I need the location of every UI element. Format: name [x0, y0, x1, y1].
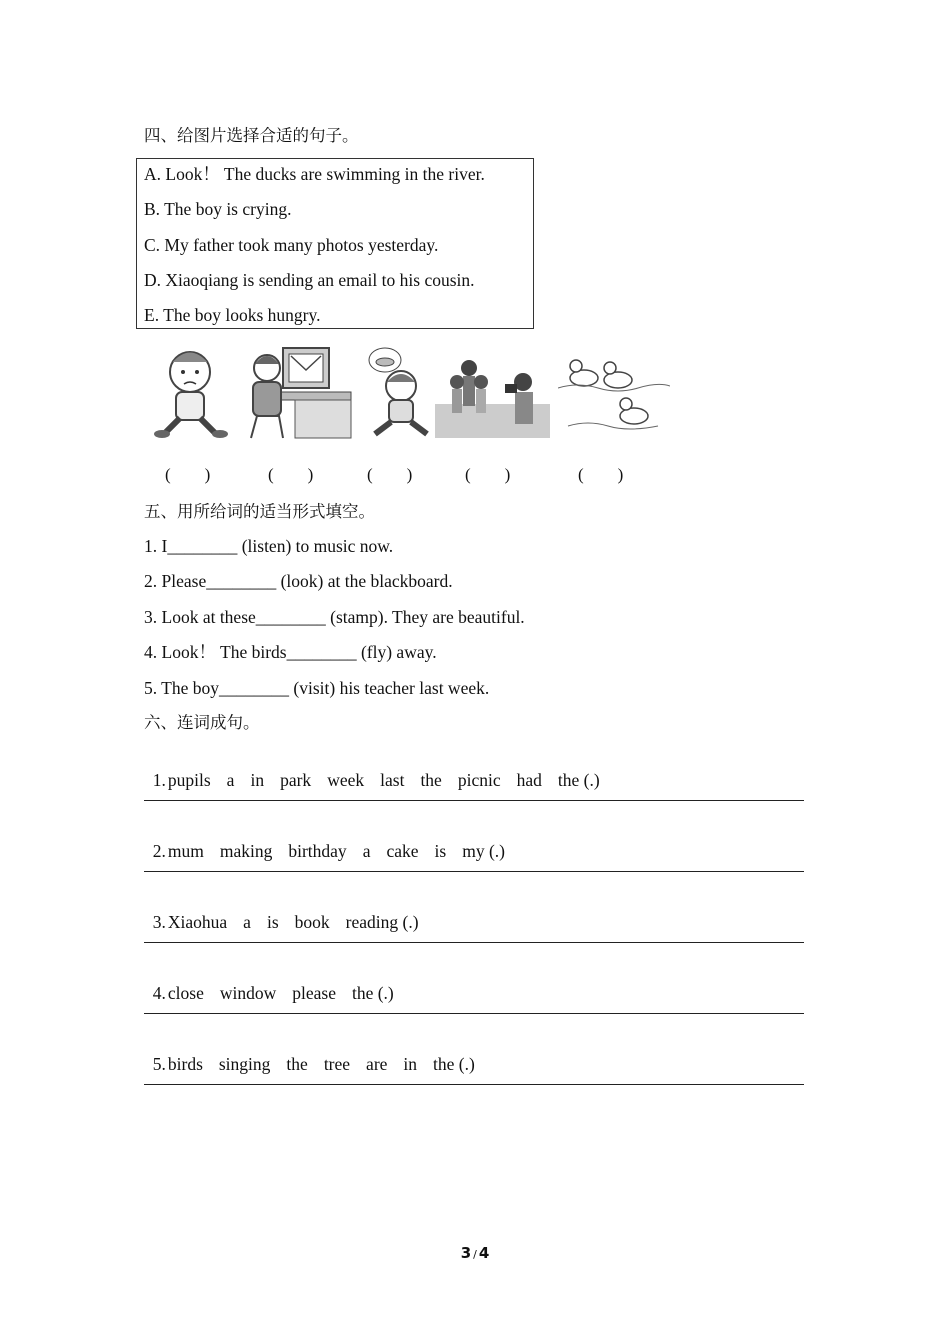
fill-item-2: 2. Please________ (look) at the blackboard.	[144, 571, 453, 591]
fill-item-5: 5. The boy________ (visit) his teacher last week.	[144, 678, 490, 698]
answer-blank-3[interactable]: ( )	[367, 465, 413, 484]
answer-blank-1[interactable]: ( )	[165, 465, 211, 484]
option-e: E. The boy looks hungry.	[144, 305, 321, 325]
section6-title: 六、连词成句。	[144, 713, 260, 732]
sentence-item-1: 1. pupils a in park week last the picnic had the (.)	[152, 770, 600, 790]
section5-title: 五、用所给词的适当形式填空。	[144, 502, 375, 521]
sentence-item-4: 4. close window please the (.)	[152, 983, 394, 1003]
answer-line-3[interactable]	[144, 942, 804, 943]
sentence-item-5: 5. birds singing the tree are in the (.)	[152, 1054, 475, 1074]
sentence-item-2: 2. mum making birthday a cake is my (.)	[152, 841, 505, 861]
answer-line-5[interactable]	[144, 1084, 804, 1085]
crying-boy-picture	[150, 342, 240, 442]
picture-strip	[150, 342, 670, 442]
answer-line-2[interactable]	[144, 871, 804, 872]
option-b: B. The boy is crying.	[144, 199, 292, 219]
answer-blank-4[interactable]: ( )	[465, 465, 511, 484]
section4-title: 四、给图片选择合适的句子。	[144, 126, 359, 145]
sentence-item-3: 3. Xiaohua a is book reading (.)	[152, 912, 419, 932]
fill-item-4: 4. Look！ The birds________ (fly) away.	[144, 642, 437, 662]
computer-boy-picture	[245, 342, 355, 442]
ducks-picture	[558, 342, 670, 442]
option-c: C. My father took many photos yesterday.	[144, 235, 439, 255]
fill-item-3: 3. Look at these________ (stamp). They are beautiful.	[144, 607, 525, 627]
page-number: 3 / 4	[460, 1244, 490, 1262]
answer-blank-5[interactable]: ( )	[578, 465, 624, 484]
fill-item-1: 1. I________ (listen) to music now.	[144, 536, 394, 556]
options-box	[136, 158, 534, 329]
answer-line-1[interactable]	[144, 800, 804, 801]
hungry-boy-picture	[365, 342, 445, 442]
option-a: A. Look！ The ducks are swimming in the river.	[144, 164, 485, 184]
answer-line-4[interactable]	[144, 1013, 804, 1014]
option-d: D. Xiaoqiang is sending an email to his cousin.	[144, 270, 475, 290]
answer-blank-2[interactable]: ( )	[268, 465, 314, 484]
family-photo-picture	[435, 342, 550, 442]
